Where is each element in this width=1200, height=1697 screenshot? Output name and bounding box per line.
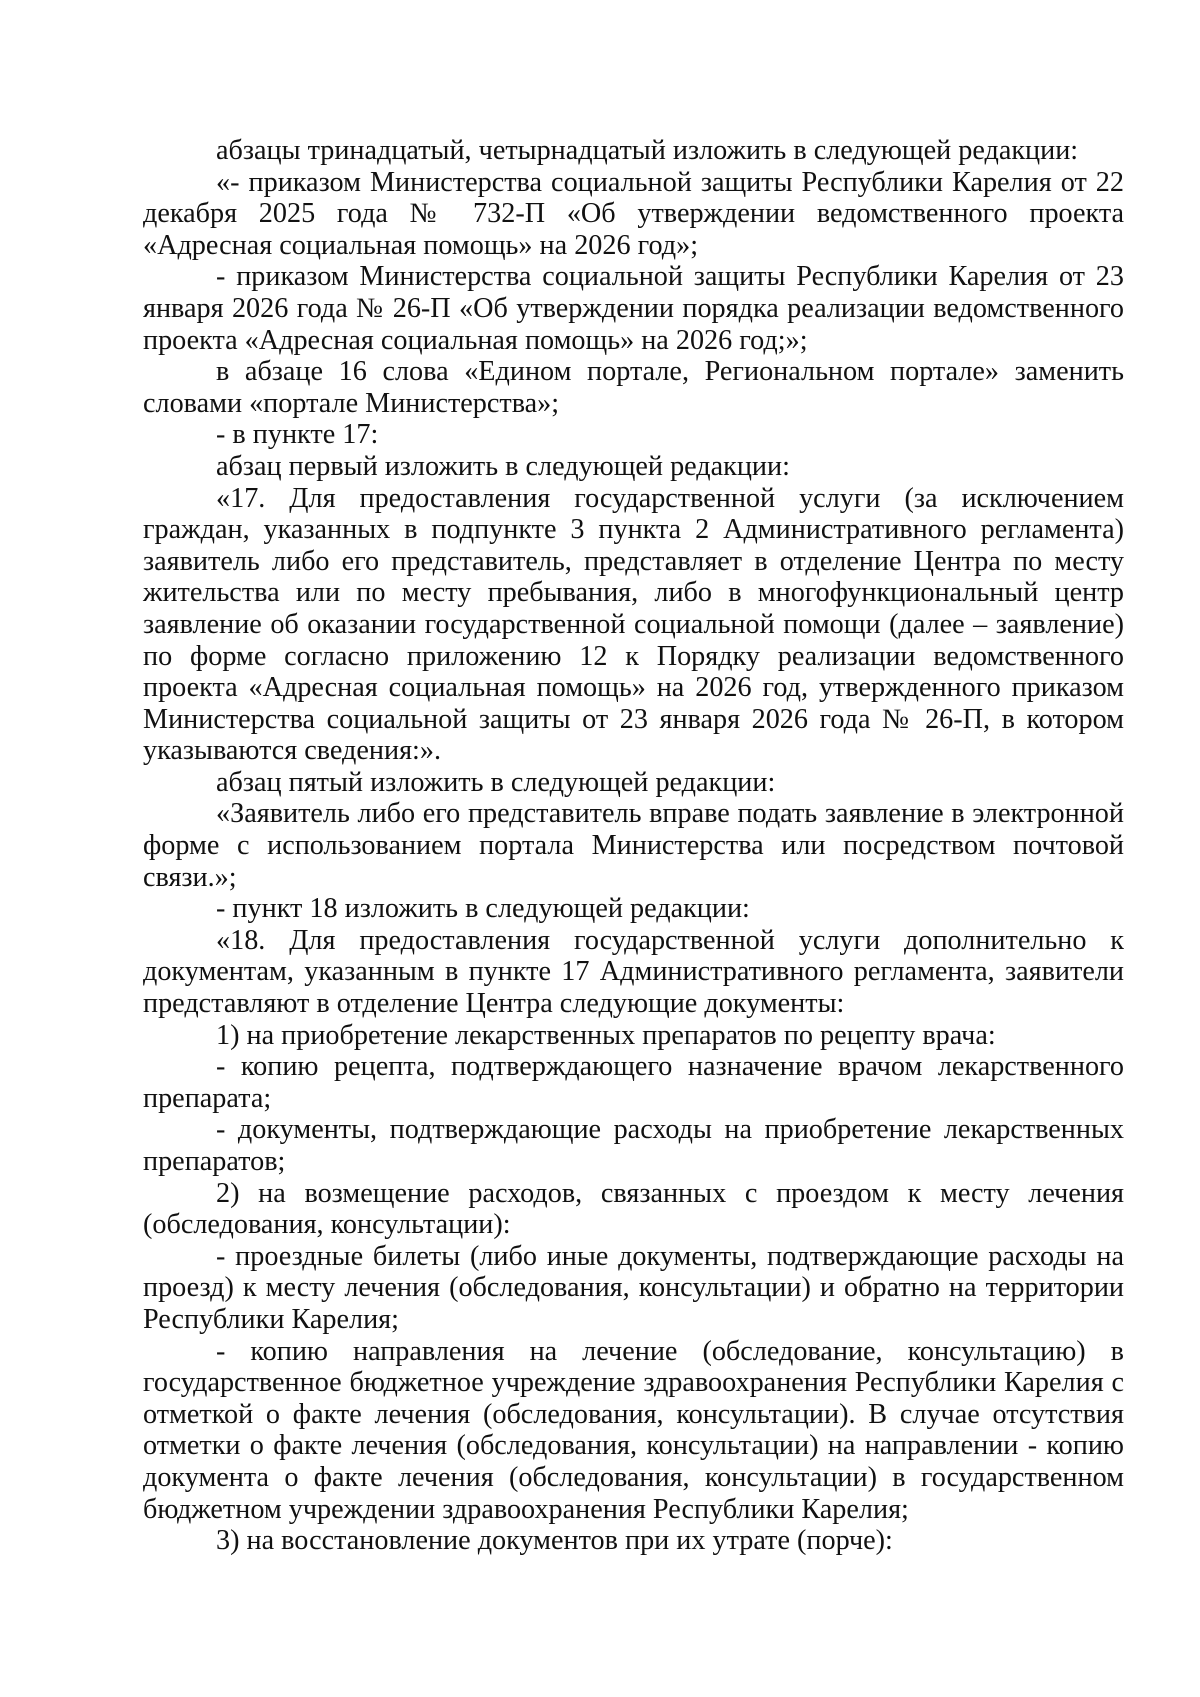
- paragraph-8: абзац пятый изложить в следующей редакции:: [216, 766, 776, 798]
- paragraph-17: - копию направления на лечение (обследование, консультацию) в государственное бюджетное учреждение здравоохранения Республики Карелия с отметкой о факте лечения (обследования, консультации). В случае отсутствия отметки о факте лечения (обследования, консультации) на направлении - копию документа о факте лечения (обследования, консультации) в государственном бюджетном учреждении здравоохранения Республики Карелия;: [143, 1335, 1124, 1525]
- paragraph-1: абзацы тринадцатый, четырнадцатый изложить в следующей редакции:: [216, 135, 1079, 166]
- paragraph-4: в абзаце 16 слова «Едином портале, Региональном портале» заменить словами «портале Министерства»;: [143, 356, 1124, 419]
- paragraph-14: - документы, подтверждающие расходы на приобретение лекарственных препаратов;: [143, 1114, 1124, 1177]
- paragraph-16: - проездные билеты (либо иные документы, подтверждающие расходы на проезд) к месту лечения (обследования, консультации) и обратно на территории Республики Карелия;: [143, 1240, 1124, 1335]
- paragraph-5: - в пункте 17:: [216, 419, 379, 451]
- paragraph-11: «18. Для предоставления государственной услуги дополнительно к документам, указанным в пункте 17 Административного регламента, заявители представляют в отделение Центра следующие документы:: [143, 924, 1124, 1020]
- document-page: [143, 135, 1124, 1557]
- paragraph-18: 3) на восстановление документов при их утрате (порче):: [216, 1525, 893, 1557]
- paragraph-10: - пункт 18 изложить в следующей редакции:: [216, 893, 750, 925]
- paragraph-7: «17. Для предоставления государственной услуги (за исключением граждан, указанных в подпункте 3 пункта 2 Административного регламента) заявитель либо его представитель, представляет в отделение Центра по месту жительства или по месту пребывания, либо в многофункциональный центр заявление об оказании государственной социальной помощи (далее – заявление) по форме согласно приложению 12 к Порядку реализации ведомственного проекта «Адресная социальная помощь» на 2026 год, утвержденного приказом Министерства социальной защиты от 23 января 2026 года № 26-П, в котором указываются сведения:».: [143, 482, 1124, 767]
- paragraph-13: - копию рецепта, подтверждающего назначение врачом лекарственного препарата;: [143, 1051, 1124, 1114]
- paragraph-9: «Заявитель либо его представитель вправе подать заявление в электронной форме с использованием портала Министерства или посредством почтовой связи.»;: [143, 798, 1124, 893]
- paragraph-15: 2) на возмещение расходов, связанных с проездом к месту лечения (обследования, консультации):: [143, 1177, 1124, 1241]
- paragraph-3: - приказом Министерства социальной защиты Республики Карелия от 23 января 2026 года № 26-П «Об утверждении порядка реализации ведомственного проекта «Адресная социальная помощь» на 2026 год;»;: [143, 261, 1124, 356]
- paragraph-6: абзац первый изложить в следующей редакции:: [216, 450, 790, 482]
- paragraph-2: «- приказом Министерства социальной защиты Республики Карелия от 22 декабря 2025 года № 732-П «Об утверждении ведомственного проекта «Адресная социальная помощь» на 2026 год»;: [143, 166, 1124, 261]
- paragraph-12: 1) на приобретение лекарственных препаратов по рецепту врача:: [216, 1019, 996, 1051]
